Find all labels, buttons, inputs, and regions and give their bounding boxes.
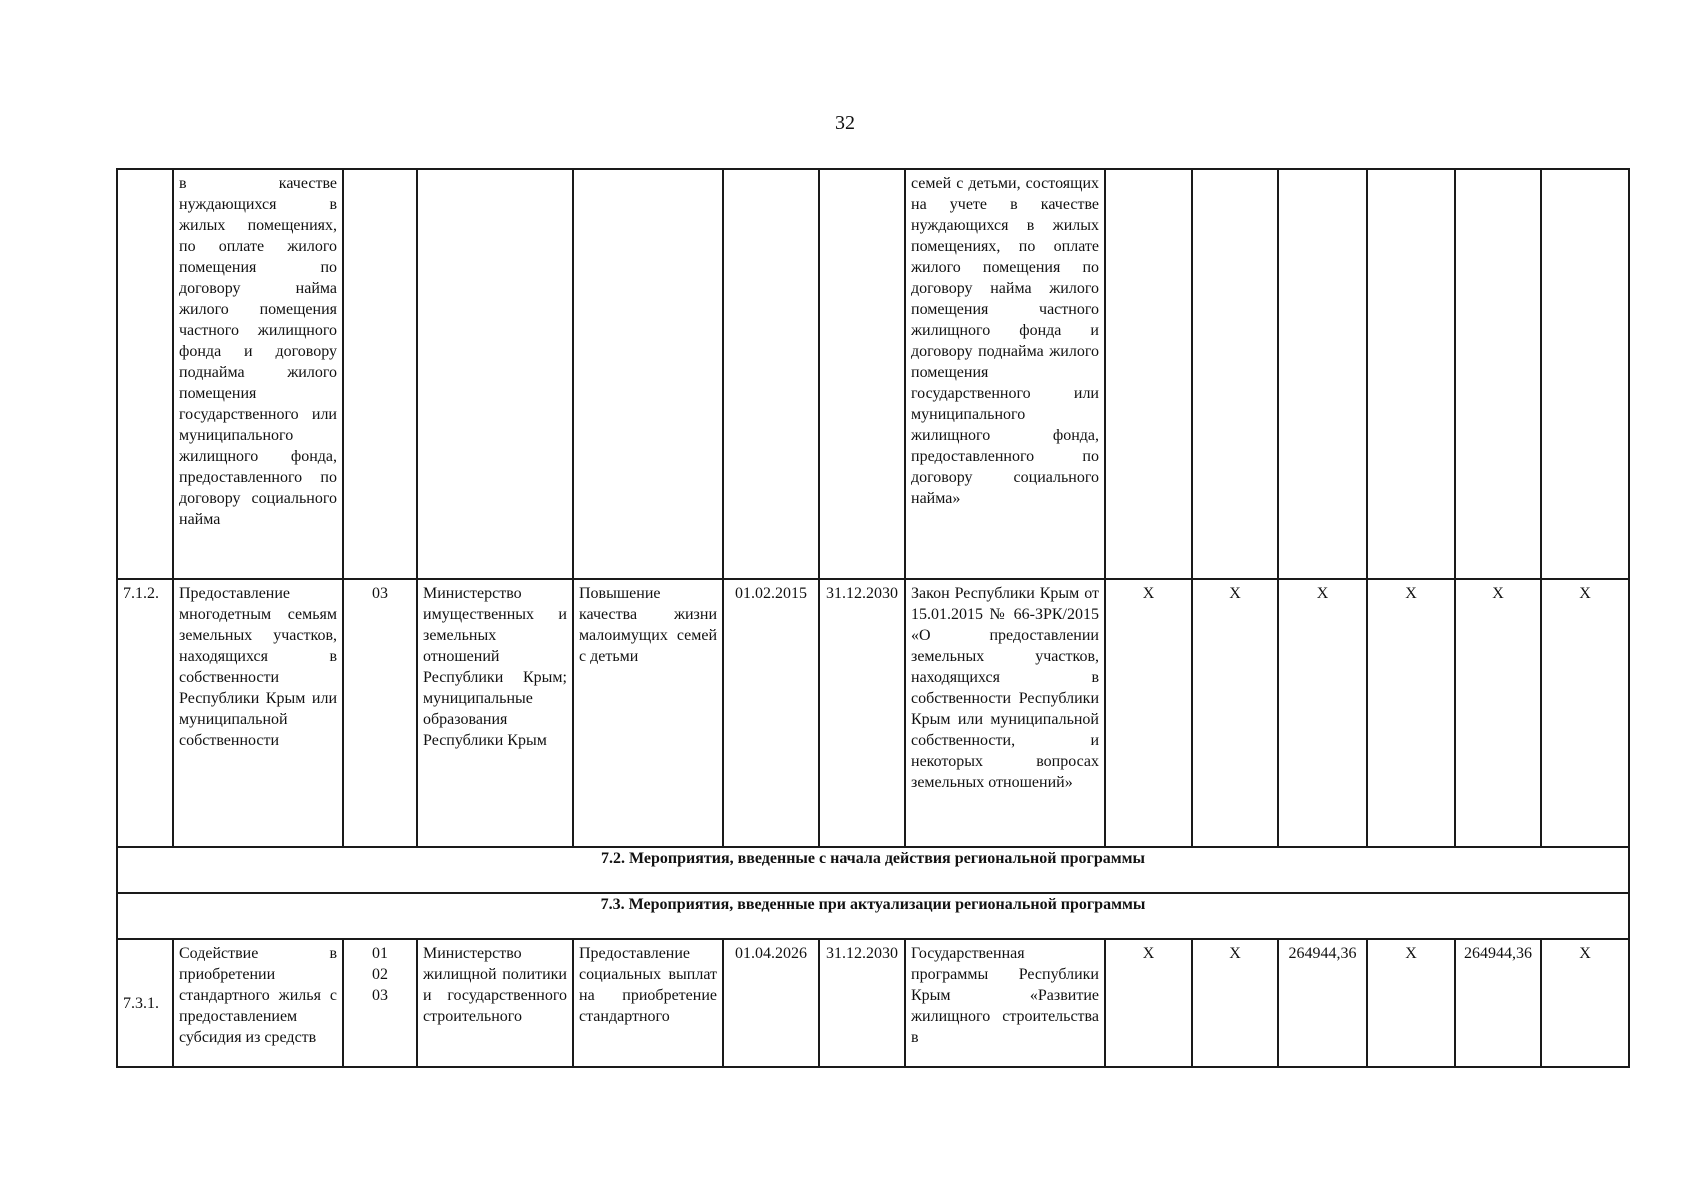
funding-cell-5: X bbox=[1455, 579, 1541, 847]
end-date-cell bbox=[819, 169, 905, 579]
row-number-cell: 7.1.2. bbox=[117, 579, 173, 847]
section-heading-7-2: 7.2. Мероприятия, введенные с начала действия региональной программы bbox=[117, 847, 1629, 893]
result-cell: Предоставление социальных выплат на приобретение стандартного bbox=[573, 939, 723, 1067]
funding-cell-1 bbox=[1105, 169, 1192, 579]
result-cell: Повышение качества жизни малоимущих семей с детьми bbox=[573, 579, 723, 847]
funding-cell-4 bbox=[1367, 169, 1455, 579]
section-heading-row bbox=[117, 893, 1629, 939]
funding-cell-3 bbox=[1278, 169, 1367, 579]
activity-name-cell: Содействие в приобретении стандартного жилья с предоставлением субсидия из средств bbox=[173, 939, 343, 1067]
row-number-cell: 7.3.1. bbox=[117, 939, 173, 1067]
funding-cell-2: X bbox=[1192, 939, 1278, 1067]
end-date-cell: 31.12.2030 bbox=[819, 939, 905, 1067]
result-cell bbox=[573, 169, 723, 579]
activity-name-cell: в качестве нуждающихся в жилых помещениях, по оплате жилого помещения по договору найма жилого помещения частного жилищного фонда и договору поднайма жилого помещения государственного или муниципального жилищного фонда, предоставленного по договору социального найма bbox=[173, 169, 343, 579]
code-cell bbox=[343, 169, 417, 579]
funding-cell-1: X bbox=[1105, 579, 1192, 847]
funding-cell-5: 264944,36 bbox=[1455, 939, 1541, 1067]
funding-cell-6: X bbox=[1541, 579, 1629, 847]
legal-basis-cell: семей с детьми, состоящих на учете в качестве нуждающихся в жилых помещениях, по оплате жилого помещения по договору найма жилого помещения частного жилищного фонда и договору поднайма жилого помещения государственного или муниципального жилищного фонда, предоставленного по договору социального найма» bbox=[905, 169, 1105, 579]
code-cell: 03 bbox=[343, 579, 417, 847]
activity-name-cell: Предоставление многодетным семьям земельных участков, находящихся в собственности Республики Крым или муниципальной собственности bbox=[173, 579, 343, 847]
funding-cell-2: X bbox=[1192, 579, 1278, 847]
table-row bbox=[117, 169, 1629, 579]
funding-cell-1: X bbox=[1105, 939, 1192, 1067]
section-heading-7-3: 7.3. Мероприятия, введенные при актуализации региональной программы bbox=[117, 893, 1629, 939]
funding-cell-4: X bbox=[1367, 939, 1455, 1067]
code-cell bbox=[343, 939, 417, 1067]
table-row bbox=[117, 939, 1629, 1067]
table-row bbox=[117, 579, 1629, 847]
legal-basis-cell: Государственная программы Республики Крым «Развитие жилищного строительства в bbox=[905, 939, 1105, 1067]
legal-basis-cell: Закон Республики Крым от 15.01.2015 № 66-ЗРК/2015 «О предоставлении земельных участков, находящихся в собственности Республики Крым или муниципальной собственности, и некоторых вопросах земельных отношений» bbox=[905, 579, 1105, 847]
code-value: 02 bbox=[372, 966, 388, 983]
executor-cell: Министерство имущественных и земельных отношений Республики Крым; муниципальные образования Республики Крым bbox=[417, 579, 573, 847]
end-date-cell: 31.12.2030 bbox=[819, 579, 905, 847]
funding-cell-4: X bbox=[1367, 579, 1455, 847]
executor-cell: Министерство жилищной политики и государственного строительного bbox=[417, 939, 573, 1067]
executor-cell bbox=[417, 169, 573, 579]
start-date-cell: 01.04.2026 bbox=[723, 939, 819, 1067]
funding-cell-5 bbox=[1455, 169, 1541, 579]
program-activities-table bbox=[116, 168, 1630, 1068]
code-value: 03 bbox=[372, 987, 388, 1004]
start-date-cell: 01.02.2015 bbox=[723, 579, 819, 847]
funding-cell-2 bbox=[1192, 169, 1278, 579]
section-heading-row bbox=[117, 847, 1629, 893]
code-value: 01 bbox=[372, 945, 388, 962]
funding-cell-3: X bbox=[1278, 579, 1367, 847]
funding-cell-6: X bbox=[1541, 939, 1629, 1067]
page-number: 32 bbox=[835, 112, 855, 134]
funding-cell-3: 264944,36 bbox=[1278, 939, 1367, 1067]
row-number-cell bbox=[117, 169, 173, 579]
start-date-cell bbox=[723, 169, 819, 579]
funding-cell-6 bbox=[1541, 169, 1629, 579]
